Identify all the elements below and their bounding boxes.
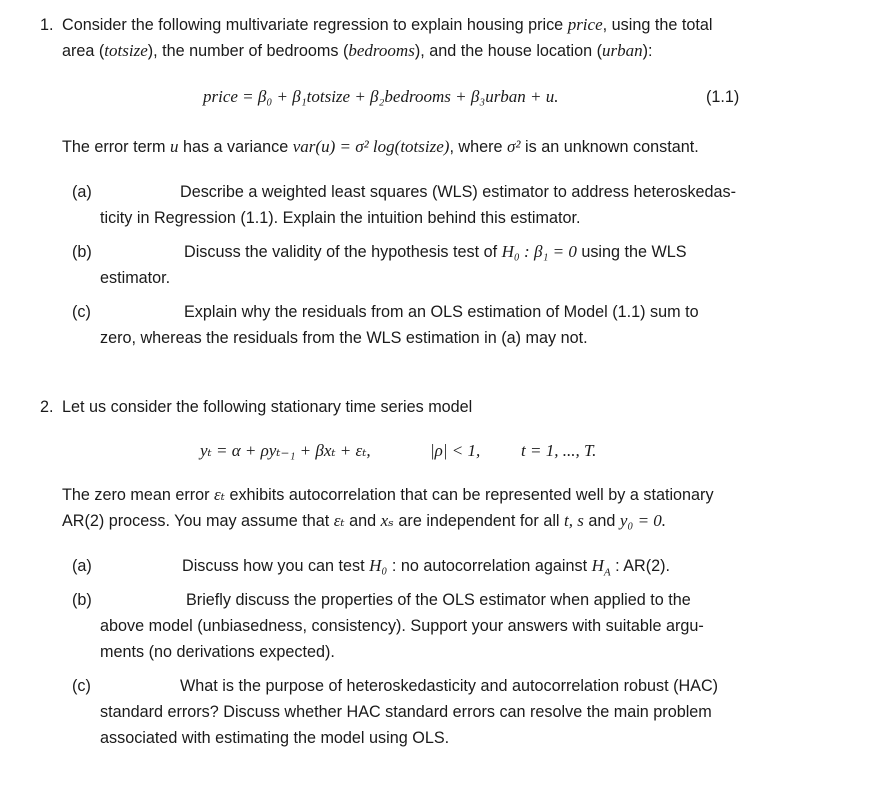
- q2c-line1: What is the purpose of heteroskedasticity and autocorrelation robust (HAC): [180, 677, 719, 695]
- q2b-line1: Briefly discuss the properties of the OLS estimator when applied to the: [186, 591, 691, 609]
- q1b-line1: Discuss the validity of the hypothesis test of H₀ : β₁ = 0 using the WLS: [184, 242, 687, 261]
- q2a-line1: Discuss how you can test H₀ : no autocorrelation against $H_A$ : AR(2).: [182, 556, 670, 579]
- q1-number: 1.: [40, 16, 54, 34]
- q2c-line3: associated with estimating the model using OLS.: [100, 729, 450, 747]
- q1c-label: (c): [72, 303, 91, 321]
- q2-condition-rho: |ρ| < 1,: [430, 441, 481, 460]
- q2c-label: (c): [72, 677, 91, 695]
- q1c-line1: Explain why the residuals from an OLS estimation of Model (1.1) sum to: [184, 303, 699, 321]
- q1a-label: (a): [72, 183, 92, 201]
- q1-intro-line2: area (totsize), the number of bedrooms (bedrooms), and the house location (urban):: [62, 41, 653, 60]
- q1-equation: price = β₀ + β₁totsize + β₂bedrooms + β₃urban + u.: [203, 87, 559, 106]
- q2-number: 2.: [40, 398, 54, 416]
- q2b-line2: above model (unbiasedness, consistency). Support your answers with suitable argu-: [100, 617, 704, 635]
- q2-para-line1: The zero mean error εₜ exhibits autocorrelation that can be represented well by a stationary: [62, 485, 714, 504]
- q2c-line2: standard errors? Discuss whether HAC standard errors can resolve the main problem: [100, 703, 712, 721]
- q1-equation-label: (1.1): [706, 88, 740, 106]
- q2-para-line2: AR(2) process. You may assume that εₜ and xₛ are independent for all t, s and y₀ = 0.: [62, 511, 667, 530]
- q2-condition-t: t = 1, ..., T.: [521, 441, 597, 460]
- q2b-label: (b): [72, 591, 92, 609]
- q1-error-variance: The error term u has a variance var(u) = σ² log(totsize), where σ² is an unknown constant.: [62, 137, 699, 156]
- q2-intro: Let us consider the following stationary time series model: [62, 398, 473, 416]
- q2b-line3: ments (no derivations expected).: [100, 643, 335, 661]
- q2-equation: yₜ = α + ρyₜ₋₁ + βxₜ + εₜ,: [200, 441, 371, 460]
- q1b-line2: estimator.: [100, 269, 171, 287]
- q1c-line2: zero, whereas the residuals from the WLS estimation in (a) may not.: [100, 329, 588, 347]
- q1-intro-line1: Consider the following multivariate regression to explain housing price price, using the total: [62, 15, 713, 34]
- q2a-label: (a): [72, 557, 92, 575]
- q1a-line2: ticity in Regression (1.1). Explain the intuition behind this estimator.: [100, 209, 581, 227]
- q1a-line1: Describe a weighted least squares (WLS) estimator to address heteroskedas-: [180, 183, 737, 201]
- q1b-label: (b): [72, 243, 92, 261]
